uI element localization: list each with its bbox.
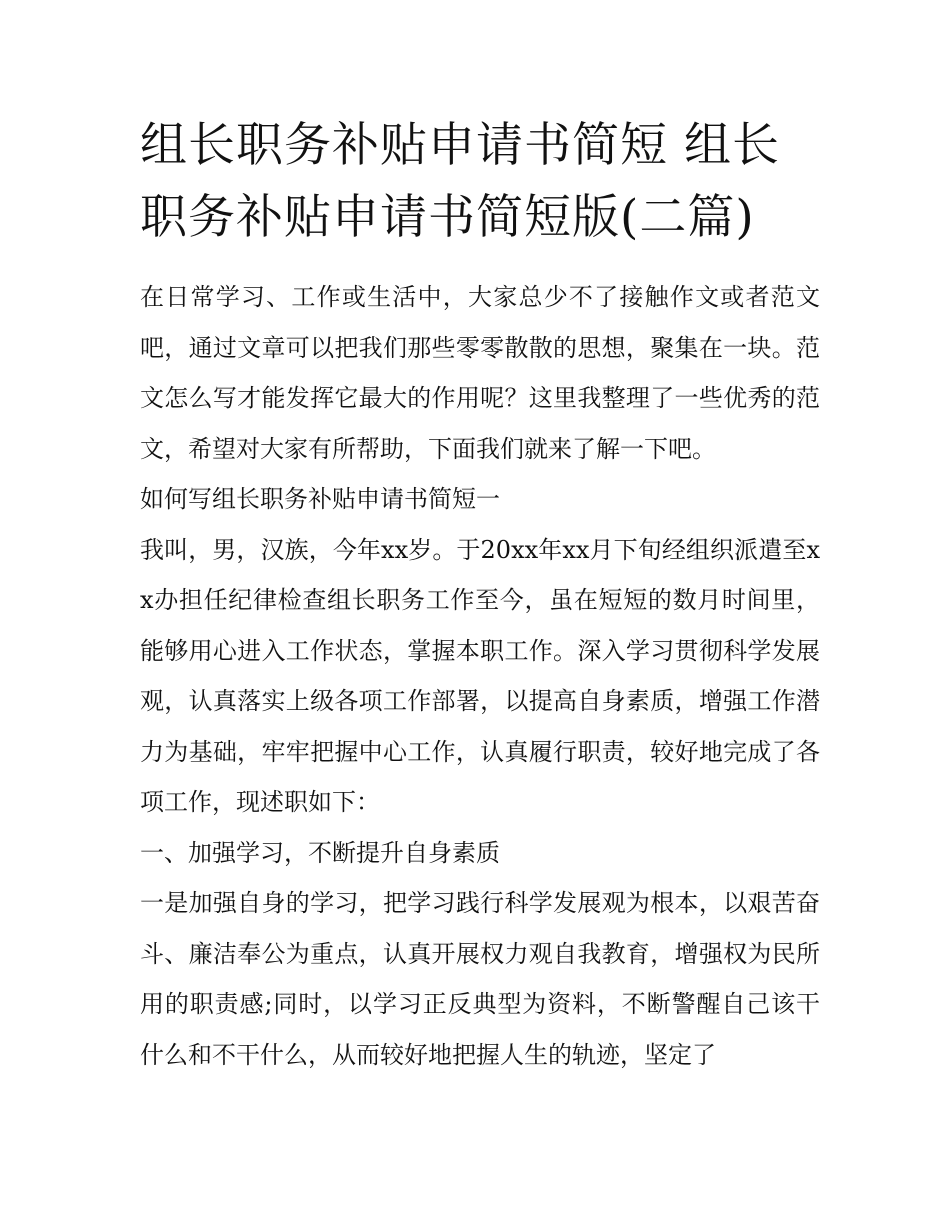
document-title: 组长职务补贴申请书简短 组长职务补贴申请书简短版(二篇) bbox=[140, 118, 780, 245]
subsection-heading: 一、加强学习，不断提升自身素质 bbox=[140, 838, 500, 867]
body-paragraph-continued: 一是加强自身的学习，把学习践行科学发展观为根本，以艰苦奋斗、廉洁奉公为重点，认真开展权力观自我教育，增强权为民所用的职责感;同时，以学习正反典型为资料，不断警醒自己该干什么和不干什么，从而较好地把握人生的轨迹，坚定了 bbox=[140, 889, 820, 1069]
intro-paragraph: 在日常学习、工作或生活中，大家总少不了接触作文或者范文吧，通过文章可以把我们那些零零散散的思想，聚集在一块。范文怎么写才能发挥它最大的作用呢？这里我整理了一些优秀的范文，希望对大家有所帮助，下面我们就来了解一下吧。 bbox=[140, 283, 820, 463]
section-heading-one: 如何写组长职务补贴申请书简短一 bbox=[140, 485, 500, 513]
body-paragraph: 我叫，男，汉族，今年xx岁。于20xx年xx月下旬经组织派遣至xx办担任纪律检查组长职务工作至今，虽在短短的数月时间里，能够用心进入工作状态，掌握本职工作。深入学习贯彻科学发展观，认真落实上级各项工作部署，以提高自身素质，增强工作潜力为基础，牢牢把握中心工作，认真履行职责，较好地完成了各项工作，现述职如下： bbox=[140, 535, 820, 816]
document-body bbox=[140, 110, 820, 1080]
